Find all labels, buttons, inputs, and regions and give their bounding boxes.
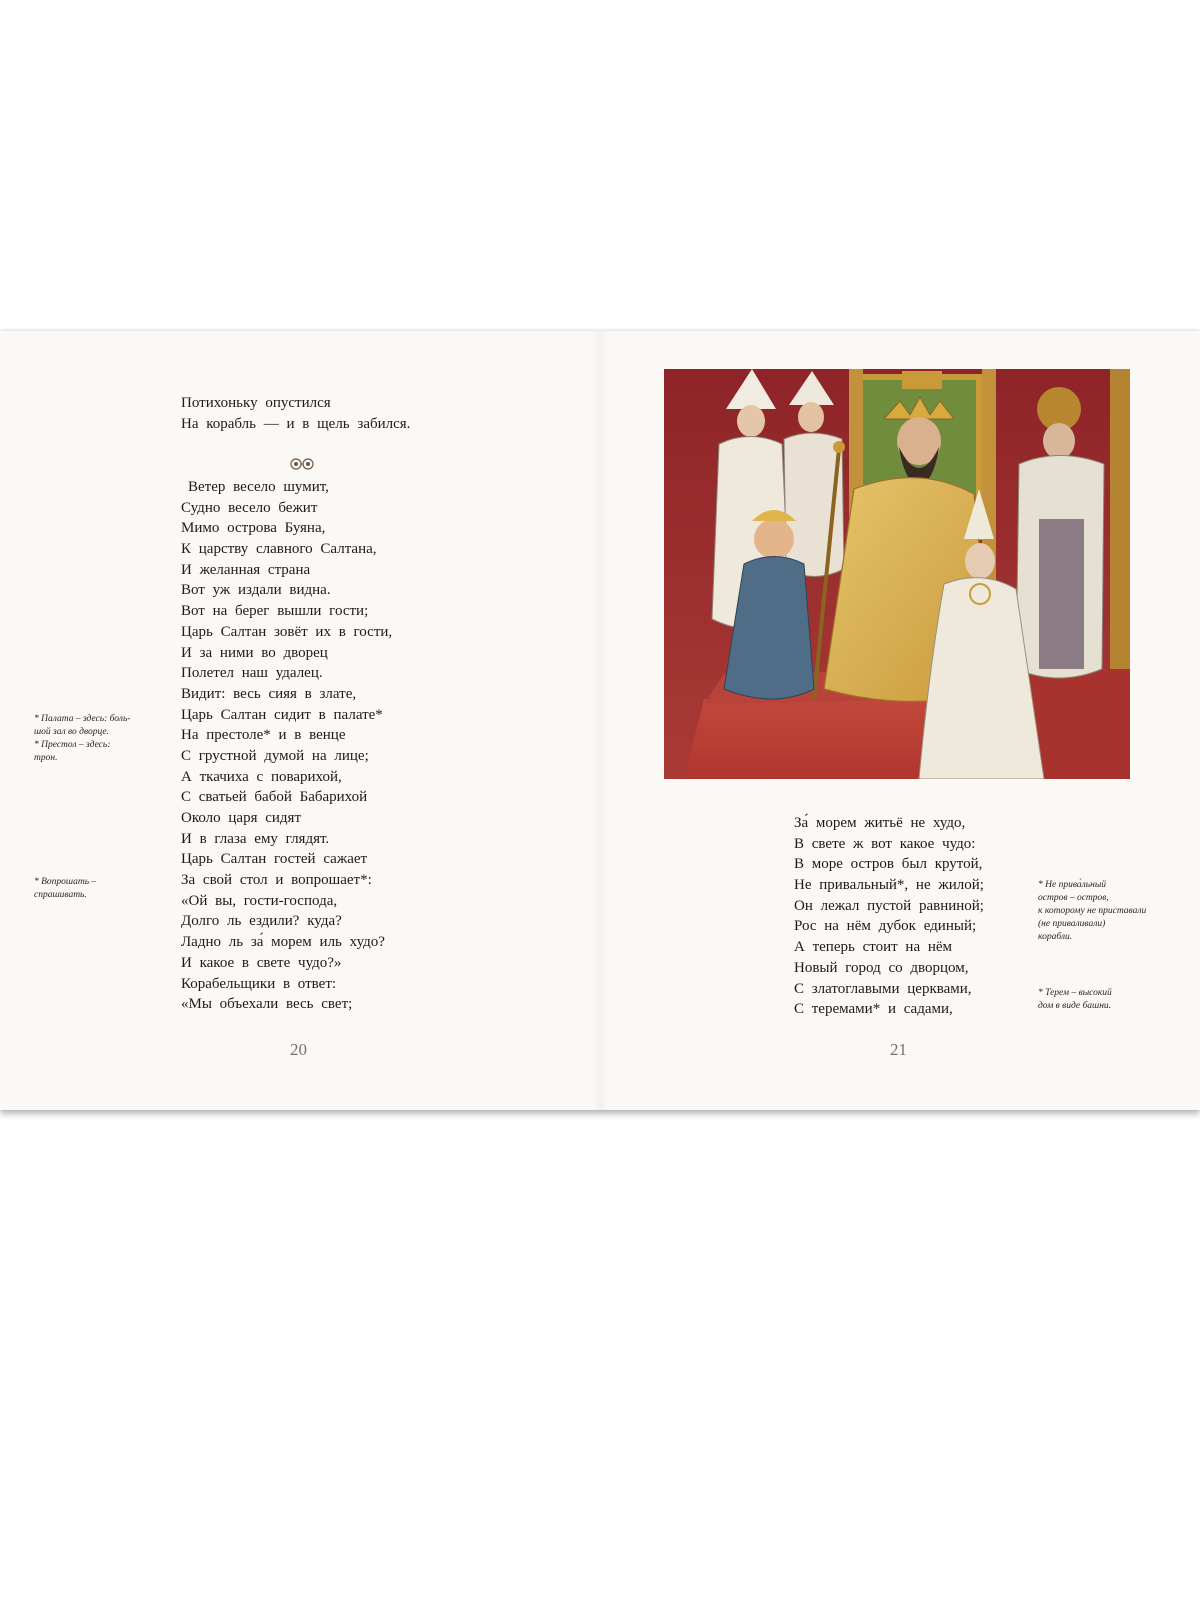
- verse-line: А ткачиха с поварихой,: [181, 768, 342, 785]
- verse-line: Новый город со дворцом,: [794, 959, 969, 976]
- footnote-privalny: [1038, 879, 1146, 944]
- verse-line: Полетел наш удалец.: [181, 665, 323, 682]
- footnote-line: шой зал во дворце.: [34, 727, 110, 737]
- verse-line: Он лежал пустой равниной;: [794, 897, 984, 914]
- verse-line: Корабельщики в ответ:: [181, 975, 337, 992]
- verse-line: Ветер весело шумит,: [188, 479, 329, 495]
- left-page: [0, 331, 600, 1110]
- tsar-saltan-illustration: [664, 369, 1130, 779]
- book-spread: [0, 331, 1200, 1110]
- verse-line: И какое в свете чудо?»: [181, 954, 342, 971]
- verse-line: С златоглавыми церквами,: [794, 980, 972, 997]
- verse-line: Не привальный*, не жилой;: [794, 877, 984, 894]
- verse-line: Вот уж издали видна.: [181, 582, 331, 599]
- footnote-terem: [1038, 987, 1112, 1013]
- verse-line: За свой стол и вопрошает*:: [181, 872, 372, 889]
- footnote-line: * Терем – высокий: [1038, 988, 1112, 998]
- verse-line: Царь Салтан зовёт их в гости,: [181, 623, 393, 640]
- footnote-line: корабли.: [1038, 932, 1073, 942]
- verse-line: И желанная страна: [181, 561, 311, 578]
- verse-line: «Ой вы, гости-господа,: [181, 892, 338, 909]
- verse-line: С сватьей бабой Бабарихой: [181, 789, 368, 806]
- page-number-left: 20: [290, 1040, 307, 1059]
- verse-line: За́ морем житьё не худо,: [794, 815, 966, 831]
- verse-line: Вот на берег вышли гости;: [181, 603, 369, 620]
- verse-line: И в глаза ему глядят.: [181, 830, 330, 847]
- verse-block-main: [181, 477, 392, 1015]
- verse-line: В свете ж вот какое чудо:: [794, 835, 976, 852]
- footnote-line: трон.: [34, 753, 58, 763]
- right-page: [600, 331, 1200, 1110]
- verse-line: С грустной думой на лице;: [181, 747, 369, 764]
- verse-line: Мимо острова Буяна,: [181, 520, 326, 537]
- footnote-line: к которому не приставали: [1038, 906, 1147, 916]
- footnote-line: дом в виде башни.: [1038, 1001, 1112, 1011]
- verse-line: Около царя сидят: [181, 810, 302, 826]
- verse-line: Потихоньку опустился: [181, 395, 331, 411]
- verse-block-right: [794, 813, 984, 1020]
- ornament-icon: [287, 457, 317, 471]
- footnote-line: * Палата – здесь: боль-: [34, 714, 131, 724]
- verse-line: Ладно ль за́ морем иль худо?: [181, 934, 385, 951]
- verse-line: «Мы объехали весь свет;: [181, 996, 353, 1013]
- footnote-palata-prestol: [34, 713, 130, 765]
- verse-line: А теперь стоит на нём: [794, 939, 953, 956]
- footnote-line: * Престол – здесь:: [34, 740, 111, 750]
- verse-block-top: [181, 393, 410, 434]
- verse-line: На корабль — и в щель забился.: [181, 415, 411, 432]
- verse-line: Царь Салтан сидит в палате*: [181, 706, 383, 723]
- verse-line: На престоле* и в венце: [181, 727, 346, 744]
- verse-line: К царству славного Салтана,: [181, 541, 377, 558]
- verse-line: И за ними во дворец: [181, 644, 328, 661]
- footnote-line: (не приваливали): [1038, 919, 1106, 929]
- footnote-voproshat: [34, 876, 96, 902]
- page-number-right: 21: [890, 1040, 907, 1059]
- verse-line: Судно весело бежит: [181, 499, 318, 516]
- footnote-line: спрашивать.: [34, 890, 87, 900]
- verse-line: Рос на нём дубок единый;: [794, 918, 977, 935]
- footnote-line: остров – остров,: [1038, 893, 1109, 903]
- verse-line: Видит: весь сияя в злате,: [181, 685, 357, 702]
- verse-line: Царь Салтан гостей сажает: [181, 851, 368, 868]
- verse-line: В море остров был крутой,: [794, 856, 983, 873]
- footnote-line: * Не прива́льный: [1038, 880, 1106, 890]
- footnote-line: * Вопрошать –: [34, 877, 97, 887]
- verse-line: С теремами* и садами,: [794, 1001, 953, 1018]
- verse-line: Долго ль ездили? куда?: [181, 913, 342, 930]
